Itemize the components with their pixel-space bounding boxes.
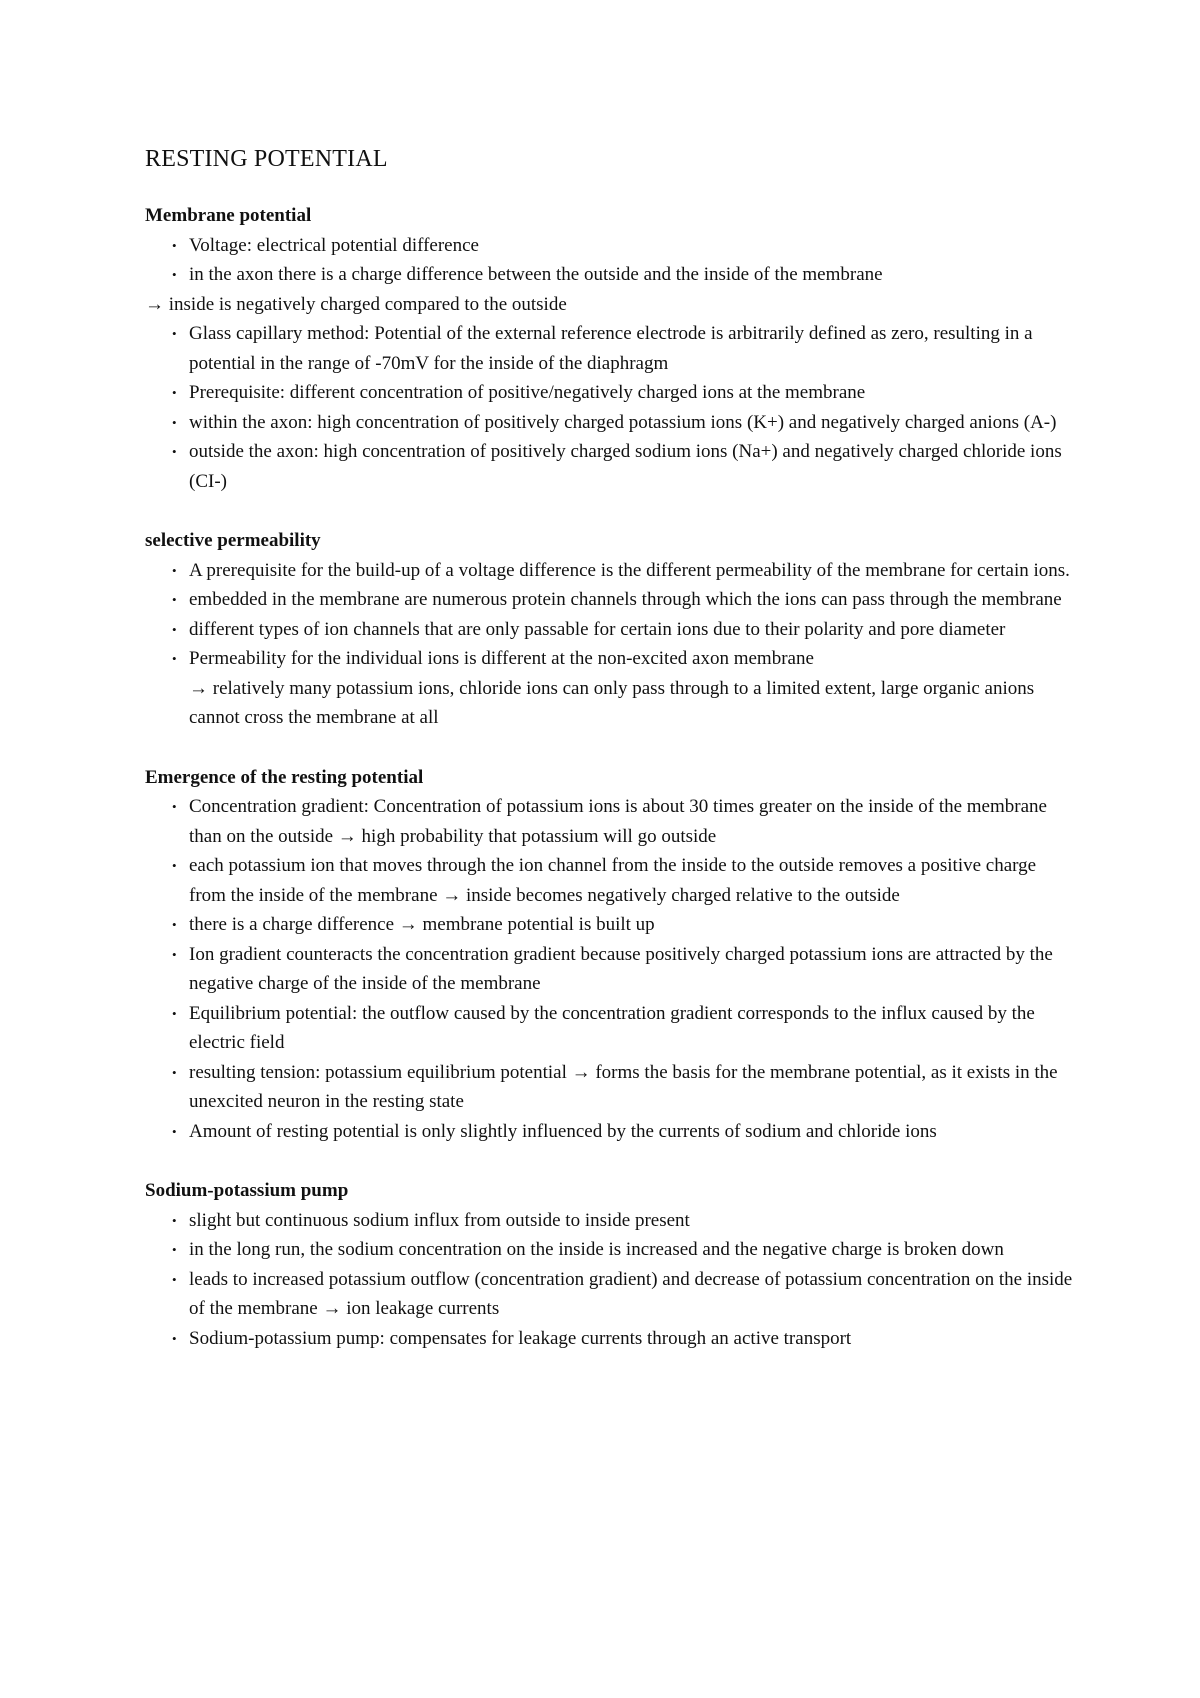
list-item	[145, 792, 1075, 851]
list-item	[145, 940, 1075, 999]
list-item-text: within the axon: high concentration of positively charged potassium ions (K+) and negatively charged anions (A-)	[189, 411, 1057, 433]
section-heading: selective permeability	[145, 530, 321, 551]
section-selective-permeability	[145, 526, 1075, 733]
bullet-icon: •	[172, 1005, 177, 1021]
bullet-list	[145, 1206, 1075, 1354]
list-item	[145, 615, 1075, 645]
list-item-text: Amount of resting potential is only slightly influenced by the currents of sodium and chloride ions	[189, 1120, 937, 1142]
bullet-list	[145, 556, 1075, 733]
list-item-text: resulting tension: potassium equilibrium potential → forms the basis for the membrane potential, as it exists in the unexcited neuron in the resting state	[189, 1061, 1058, 1112]
section-sodium-potassium-pump	[145, 1176, 1075, 1353]
arrow-note: → inside is negatively charged compared to the outside	[145, 293, 567, 315]
list-item-text: each potassium ion that moves through the ion channel from the inside to the outside removes a positive charge from the inside of the membrane → inside becomes negatively charged relative to the outside	[189, 855, 1037, 906]
bullet-icon: •	[172, 1064, 177, 1080]
list-item-text: Voltage: electrical potential difference	[189, 234, 479, 256]
list-item-text: Sodium-potassium pump: compensates for leakage currents through an active transport	[189, 1327, 852, 1349]
list-item-text: in the long run, the sodium concentration on the inside is increased and the negative charge is broken down	[189, 1239, 1004, 1260]
list-item-text: outside the axon: high concentration of positively charged sodium ions (Na+) and negatively charged chloride ions (CI-)	[189, 441, 1062, 492]
list-item-text: A prerequisite for the build-up of a voltage difference is the different permeability of the membrane for certain ions.	[189, 559, 1070, 581]
list-item	[145, 585, 1075, 615]
list-item	[145, 408, 1075, 438]
bullet-icon: •	[172, 592, 177, 607]
list-item-text: Permeability for the individual ions is different at the non-excited axon membrane	[189, 648, 814, 669]
list-item-text: Prerequisite: different concentration of positive/negatively charged ions at the membrane	[189, 382, 866, 403]
list-item	[145, 1117, 1075, 1147]
section-heading: Emergence of the resting potential	[145, 766, 424, 788]
list-item-text: leads to increased potassium outflow (concentration gradient) and decrease of potassium concentration on the inside of the membrane → ion leakage currents	[189, 1268, 1073, 1319]
bullet-icon: •	[172, 1271, 177, 1287]
bullet-icon: •	[172, 385, 177, 400]
bullet-icon: •	[172, 651, 177, 666]
section-membrane-potential	[145, 201, 1075, 496]
list-item	[145, 556, 1075, 586]
bullet-icon: •	[172, 414, 177, 430]
list-item	[145, 319, 1075, 378]
list-item-text: Glass capillary method: Potential of the external reference electrode is arbitrarily defined as zero, resulting in a potential in the range of -70mV for the inside of the diaphragm	[189, 323, 1033, 374]
list-item-continuation: → relatively many potassium ions, chloride ions can only pass through to a limited extent, large organic anions cannot cross the membrane at all	[189, 677, 1035, 728]
bullet-list	[145, 231, 1075, 290]
list-item-text: embedded in the membrane are numerous protein channels through which the ions can pass through the membrane	[189, 589, 1062, 610]
bullet-icon: •	[172, 237, 177, 253]
bullet-icon: •	[172, 1212, 177, 1228]
list-item	[145, 260, 1075, 290]
list-item	[145, 910, 1075, 940]
list-item	[145, 378, 1075, 408]
list-item-text: slight but continuous sodium influx from outside to inside present	[189, 1209, 690, 1231]
list-item	[145, 1324, 1075, 1354]
bullet-icon: •	[172, 621, 177, 637]
bullet-icon: •	[172, 946, 177, 962]
section-emergence	[145, 763, 1075, 1147]
bullet-icon: •	[172, 858, 177, 873]
bullet-icon: •	[172, 1330, 177, 1346]
list-item-text: different types of ion channels that are only passable for certain ions due to their polarity and pore diameter	[189, 618, 1006, 640]
bullet-icon: •	[172, 444, 177, 459]
document-title: RESTING POTENTIAL	[145, 146, 388, 172]
bullet-icon: •	[172, 1123, 177, 1139]
list-item	[145, 644, 1075, 733]
list-item	[145, 1265, 1075, 1324]
list-item-text: there is a charge difference → membrane potential is built up	[189, 914, 655, 935]
list-item-text: in the axon there is a charge difference between the outside and the inside of the membrane	[189, 264, 883, 285]
bullet-icon: •	[172, 267, 177, 282]
section-heading: Sodium-potassium pump	[145, 1180, 349, 1201]
document-page	[145, 146, 1075, 1383]
bullet-list	[145, 319, 1075, 496]
list-item-text: Equilibrium potential: the outflow caused by the concentration gradient corresponds to the influx caused by the electric field	[189, 1002, 1035, 1053]
bullet-icon: •	[172, 326, 177, 341]
section-heading: Membrane potential	[145, 205, 312, 226]
bullet-list	[145, 792, 1075, 1146]
bullet-icon: •	[172, 1242, 177, 1257]
list-item-text: Concentration gradient: Concentration of potassium ions is about 30 times greater on the inside of the membrane than on the outside → high probability that potassium will go outside	[189, 796, 1047, 847]
list-item	[145, 1058, 1075, 1117]
list-item	[145, 231, 1075, 261]
list-item	[145, 1235, 1075, 1265]
list-item	[145, 999, 1075, 1058]
list-item-text: Ion gradient counteracts the concentration gradient because positively charged potassium ions are attracted by the negative charge of the inside of the membrane	[189, 943, 1053, 994]
bullet-icon: •	[172, 917, 177, 932]
list-item	[145, 1206, 1075, 1236]
list-item	[145, 851, 1075, 910]
bullet-icon: •	[172, 799, 177, 814]
bullet-icon: •	[172, 562, 177, 578]
list-item	[145, 437, 1075, 496]
